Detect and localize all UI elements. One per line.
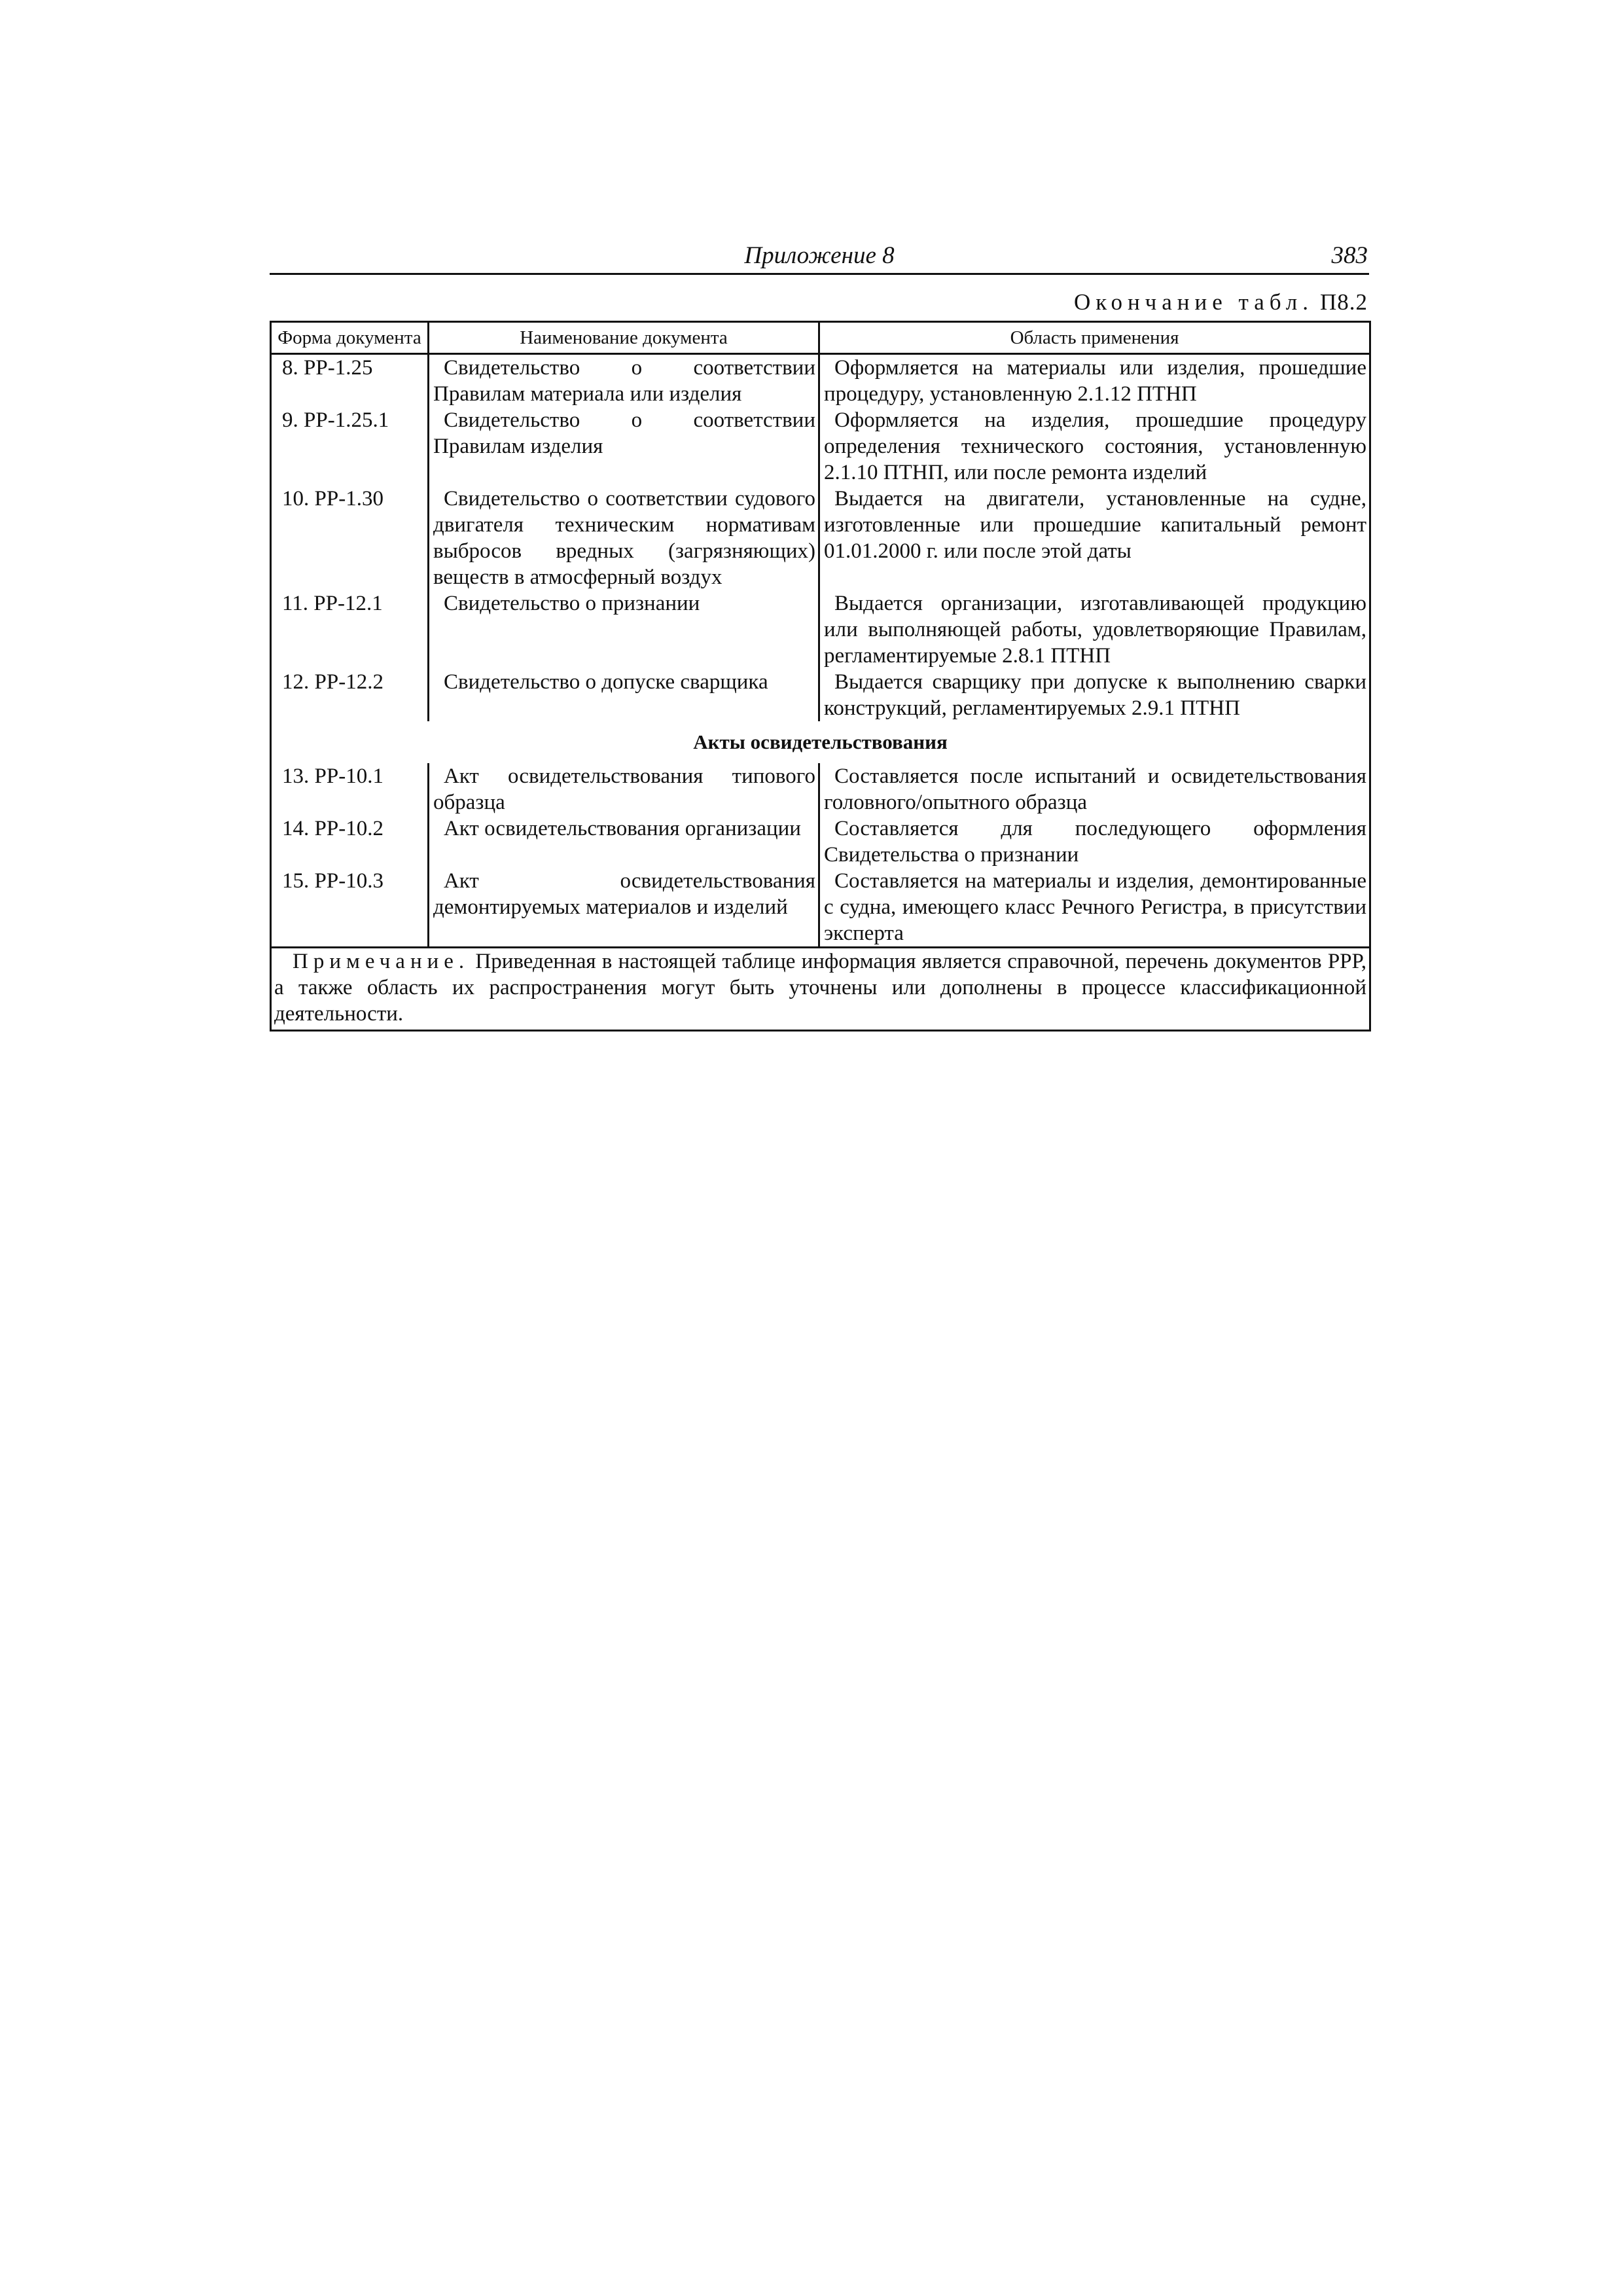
table-row — [271, 407, 1370, 486]
cell-scope-text: Выдается сварщику при допуске к выполнению сварки конструкций, регламентируемых 2.9.1 ПТНП — [824, 670, 1366, 720]
cell-name — [429, 669, 819, 721]
cell-scope-text: Составляется для последующего оформления Свидетельства о признании — [824, 817, 1366, 867]
cell-scope — [819, 816, 1370, 868]
cell-name-text: Акт освидетельствования организации — [444, 817, 801, 840]
page-number: 383 — [1331, 242, 1368, 269]
table-row — [271, 669, 1370, 721]
cell-name — [429, 868, 819, 948]
cell-form: 10. РР-1.30 — [282, 487, 383, 511]
cell-form: 8. РР-1.25 — [282, 356, 373, 380]
note-text: Приведенная в настоящей таблице информация является справочной, перечень документов РРР, а также область их распространения могут быть уточнены или дополнены в процессе классификационной деятельности. — [274, 950, 1367, 1026]
cell-scope — [819, 354, 1370, 408]
cell-name-text: Акт освидетельствования демонтируемых материалов и изделий — [433, 869, 815, 919]
running-title: Приложение 8 — [744, 242, 895, 269]
cell-name — [429, 816, 819, 868]
table-caption — [270, 289, 1369, 315]
cell-name — [429, 407, 819, 486]
table-caption-label: Окончание табл. — [1073, 289, 1313, 315]
cell-scope-text: Выдается на двигатели, установленные на судне, изготовленные или прошедшие капитальный ремонт 01.01.2000 г. или после этой даты — [824, 487, 1366, 563]
table-note-row — [271, 948, 1370, 1031]
cell-scope — [819, 669, 1370, 721]
note-label: Примечание. — [293, 950, 470, 973]
cell-scope-text: Выдается организации, изготавливающей продукцию или выполняющей работы, удовлетворяющие Правилам, регламентируемые 2.8.1 ПТНП — [824, 592, 1366, 668]
cell-scope-text: Оформляется на изделия, прошедшие процедуру определения технического состояния, установленную 2.1.10 ПТНП, или после ремонта изделий — [824, 408, 1366, 484]
section-heading: Акты освидетельствования — [693, 730, 948, 753]
cell-scope — [819, 868, 1370, 948]
table-row — [271, 354, 1370, 408]
cell-form: 9. РР-1.25.1 — [282, 408, 389, 432]
cell-form: 12. РР-12.2 — [282, 670, 383, 694]
cell-name-text: Свидетельство о допуске сварщика — [444, 670, 768, 694]
cell-name-text: Свидетельство о признании — [444, 592, 700, 615]
cell-scope-text: Составляется после испытаний и освидетельствования головного/опытного образца — [824, 764, 1366, 814]
documents-table — [270, 321, 1371, 1031]
cell-name-text: Свидетельство о соответствии Правилам материала или изделия — [433, 356, 815, 406]
table-row — [271, 486, 1370, 590]
cell-name-text: Свидетельство о соответствии судового двигателя техническим нормативам выбросов вредных (загрязняющих) веществ в атмосферный воздух — [433, 487, 815, 589]
cell-scope — [819, 590, 1370, 669]
cell-scope-text: Составляется на материалы и изделия, демонтированные с судна, имеющего класс Речного Регистра, в присутствии эксперта — [824, 869, 1366, 945]
cell-scope — [819, 763, 1370, 816]
table-row — [271, 868, 1370, 948]
table-note — [271, 948, 1370, 1031]
cell-name-text: Свидетельство о соответствии Правилам изделия — [433, 408, 815, 458]
cell-scope — [819, 407, 1370, 486]
page-content — [270, 239, 1369, 1031]
cell-name — [429, 486, 819, 590]
cell-form: 14. РР-10.2 — [282, 817, 383, 840]
cell-scope — [819, 486, 1370, 590]
table-row — [271, 590, 1370, 669]
column-header-form: Форма документа — [271, 322, 429, 354]
running-header — [270, 239, 1369, 275]
cell-name — [429, 354, 819, 408]
column-header-name: Наименование документа — [429, 322, 819, 354]
cell-scope-text: Оформляется на материалы или изделия, прошедшие процедуру, установленную 2.1.12 ПТНП — [824, 356, 1366, 406]
table-caption-number: П8.2 — [1319, 289, 1368, 315]
table-header-row — [271, 322, 1370, 354]
cell-name — [429, 590, 819, 669]
cell-form: 13. РР-10.1 — [282, 764, 383, 788]
cell-form: 15. РР-10.3 — [282, 869, 383, 893]
cell-form: 11. РР-12.1 — [282, 592, 383, 615]
section-heading-row — [271, 721, 1370, 763]
table-row — [271, 816, 1370, 868]
cell-name — [429, 763, 819, 816]
cell-name-text: Акт освидетельствования типового образца — [433, 764, 815, 814]
table-row — [271, 763, 1370, 816]
column-header-scope: Область применения — [819, 322, 1370, 354]
